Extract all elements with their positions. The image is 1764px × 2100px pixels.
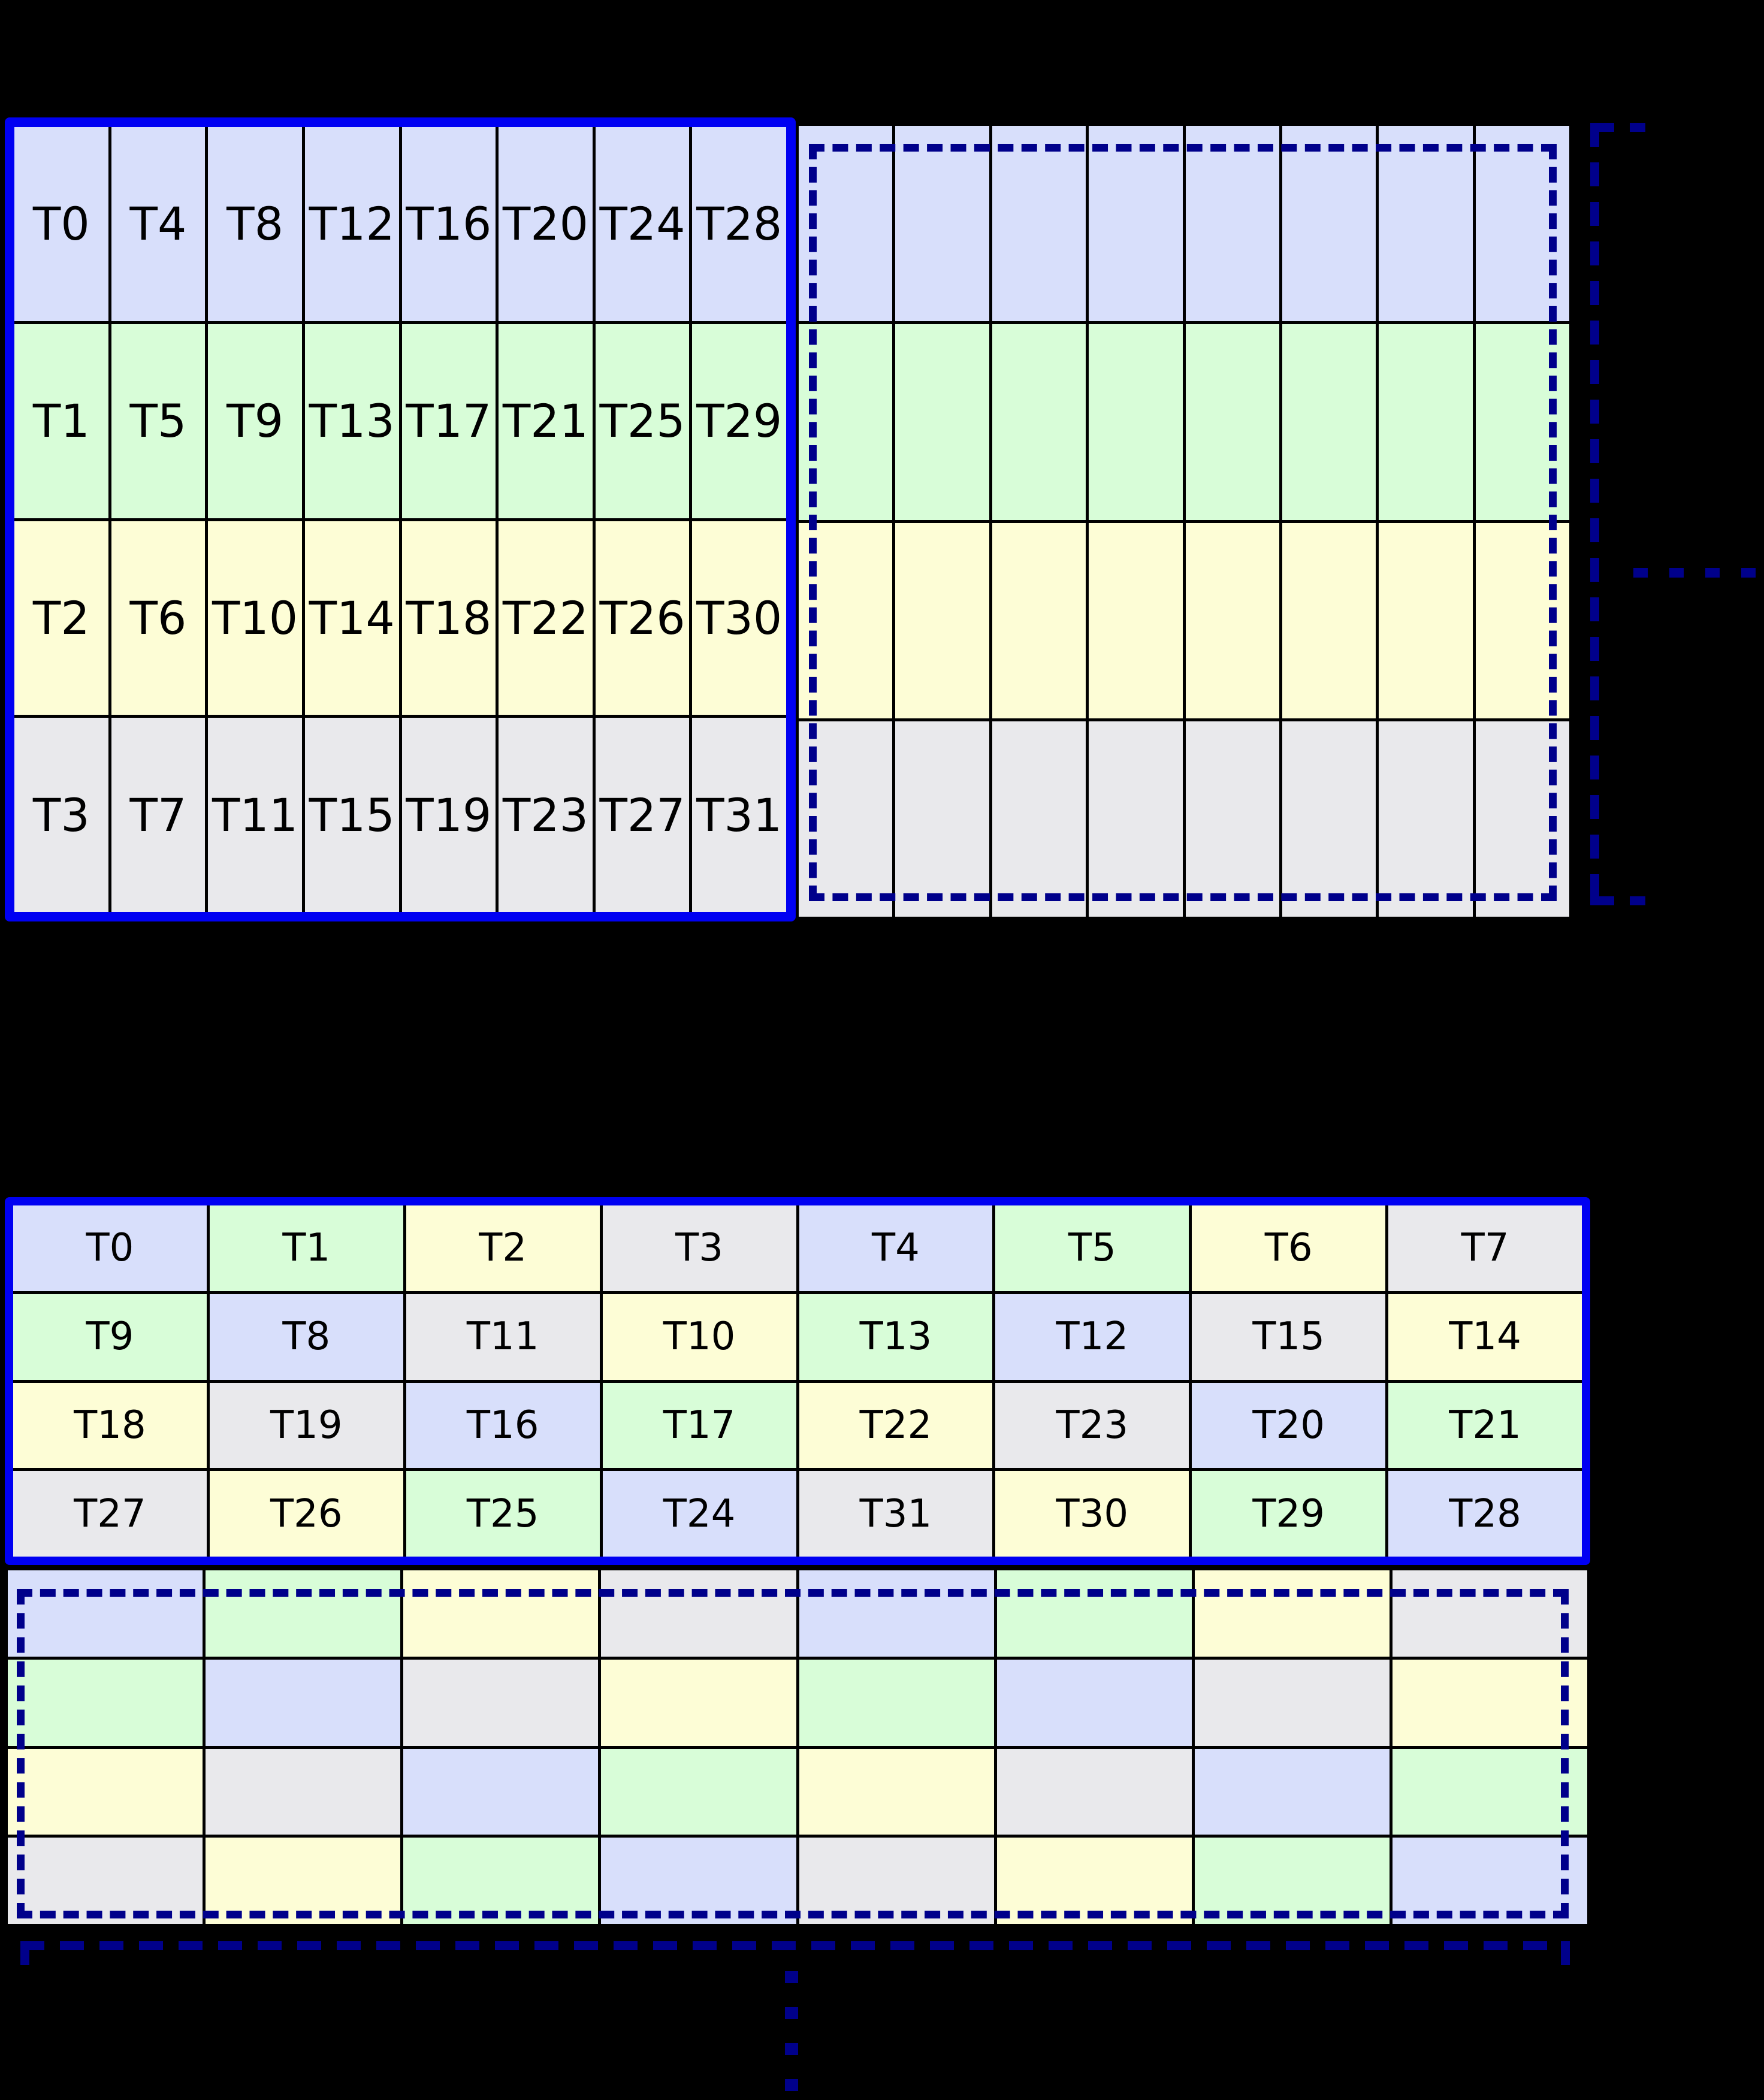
cell-label: T2 — [479, 1226, 527, 1271]
grid-cell-T14 — [1388, 1294, 1582, 1380]
cell-label: T15 — [1252, 1315, 1325, 1359]
cell-label: T28 — [696, 197, 783, 251]
cell-label: T12 — [309, 197, 395, 251]
grid-cell-T13 — [799, 1294, 993, 1380]
grid-cell-T4 — [111, 127, 206, 321]
grid-cell-T1 — [14, 324, 108, 518]
grid-cell-T10 — [603, 1294, 796, 1380]
cell-label: T24 — [599, 197, 685, 251]
grid-cell-T18 — [402, 521, 496, 715]
cell-label: T7 — [129, 788, 187, 842]
cell-label: T22 — [859, 1403, 932, 1448]
grid-cell-T15 — [305, 718, 399, 912]
cell-label: T14 — [309, 591, 395, 645]
grid-cell-T0 — [13, 1205, 207, 1291]
cell-label: T8 — [282, 1315, 331, 1359]
grid-cell-T25 — [406, 1471, 600, 1557]
grid-cell-T22 — [499, 521, 593, 715]
grid-cell-T25 — [596, 324, 690, 518]
grid-cell-T16 — [402, 127, 496, 321]
grid-cell-T19 — [210, 1383, 403, 1469]
cell-label: T0 — [32, 197, 90, 251]
cell-label: T21 — [502, 394, 588, 448]
grid-cell-T21 — [499, 324, 593, 518]
cell-label: T13 — [309, 394, 395, 448]
cell-label: T1 — [282, 1226, 331, 1271]
cell-label: T25 — [599, 394, 685, 448]
cell-label: T16 — [406, 197, 492, 251]
bottom-continuation-bracket-left-tick — [20, 1941, 29, 1981]
vertical-ellipsis-dots — [785, 1971, 798, 2098]
cell-label: T27 — [599, 788, 685, 842]
grid-cell-T20 — [1192, 1383, 1385, 1469]
grid-cell-T29 — [1192, 1471, 1385, 1557]
cell-label: T29 — [1252, 1491, 1325, 1536]
cell-label: T10 — [212, 591, 298, 645]
grid-cell-T10 — [208, 521, 302, 715]
grid-cell-T31 — [799, 1471, 993, 1557]
horizontal-ellipsis-dots — [1633, 568, 1764, 578]
cell-label: T23 — [502, 788, 588, 842]
grid-cell-T12 — [995, 1294, 1189, 1380]
cell-label: T25 — [466, 1491, 539, 1536]
grid-cell-T19 — [402, 718, 496, 912]
grid-cell-T1 — [210, 1205, 403, 1291]
cell-label: T26 — [270, 1491, 343, 1536]
cell-label: T14 — [1449, 1315, 1521, 1359]
cell-label: T30 — [696, 591, 783, 645]
grid-cell-T23 — [499, 718, 593, 912]
grid-cell-T9 — [13, 1294, 207, 1380]
bottom-repeat-dashed-outline — [17, 1589, 1569, 1918]
grid-cell-T12 — [305, 127, 399, 321]
cell-label: T10 — [663, 1315, 736, 1359]
bottom-continuation-bracket-right-tick — [1561, 1941, 1570, 1981]
cell-label: T16 — [466, 1403, 539, 1448]
cell-label: T23 — [1056, 1403, 1129, 1448]
right-continuation-bracket-top — [1590, 123, 1645, 132]
cell-label: T9 — [86, 1315, 134, 1359]
top-repeat-dashed-outline — [809, 144, 1557, 901]
grid-cell-T24 — [603, 1471, 796, 1557]
cell-label: T15 — [309, 788, 395, 842]
grid-cell-T30 — [692, 521, 786, 715]
right-continuation-bracket-vertical — [1590, 123, 1599, 905]
cell-label: T0 — [86, 1226, 134, 1271]
grid-cell-T28 — [692, 127, 786, 321]
bottom-swizzled-tile-grid — [5, 1197, 1590, 1565]
grid-cell-T6 — [1192, 1205, 1385, 1291]
grid-cell-T21 — [1388, 1383, 1582, 1469]
cell-label: T22 — [502, 591, 588, 645]
cell-label: T24 — [663, 1491, 736, 1536]
grid-cell-T5 — [995, 1205, 1189, 1291]
grid-cell-T3 — [603, 1205, 796, 1291]
cell-label: T11 — [466, 1315, 539, 1359]
cell-label: T20 — [1252, 1403, 1325, 1448]
grid-cell-T30 — [995, 1471, 1189, 1557]
cell-label: T2 — [32, 591, 90, 645]
grid-cell-T9 — [208, 324, 302, 518]
cell-label: T8 — [226, 197, 283, 251]
cell-label: T5 — [129, 394, 187, 448]
grid-cell-T6 — [111, 521, 206, 715]
grid-cell-T28 — [1388, 1471, 1582, 1557]
grid-cell-T11 — [208, 718, 302, 912]
grid-cell-T29 — [692, 324, 786, 518]
grid-cell-T2 — [406, 1205, 600, 1291]
cell-label: T6 — [129, 591, 187, 645]
cell-label: T5 — [1068, 1226, 1116, 1271]
top-warp-tile-grid — [5, 117, 796, 921]
grid-cell-T26 — [210, 1471, 403, 1557]
cell-label: T19 — [270, 1403, 343, 1448]
grid-cell-T31 — [692, 718, 786, 912]
cell-label: T3 — [32, 788, 90, 842]
cell-label: T3 — [675, 1226, 723, 1271]
cell-label: T20 — [502, 197, 588, 251]
grid-cell-T4 — [799, 1205, 993, 1291]
grid-cell-T0 — [14, 127, 108, 321]
grid-cell-T26 — [596, 521, 690, 715]
cell-label: T28 — [1449, 1491, 1521, 1536]
grid-cell-T18 — [13, 1383, 207, 1469]
cell-label: T18 — [406, 591, 492, 645]
cell-label: T18 — [74, 1403, 146, 1448]
cell-label: T19 — [406, 788, 492, 842]
cell-label: T29 — [696, 394, 783, 448]
grid-cell-T20 — [499, 127, 593, 321]
cell-label: T13 — [859, 1315, 932, 1359]
bottom-continuation-bracket-horizontal — [20, 1941, 1570, 1950]
cell-label: T17 — [406, 394, 492, 448]
grid-cell-T16 — [406, 1383, 600, 1469]
cell-label: T11 — [212, 788, 298, 842]
cell-label: T6 — [1264, 1226, 1313, 1271]
cell-label: T27 — [74, 1491, 146, 1536]
grid-cell-T3 — [14, 718, 108, 912]
grid-cell-T17 — [603, 1383, 796, 1469]
grid-cell-T8 — [208, 127, 302, 321]
grid-cell-T8 — [210, 1294, 403, 1380]
grid-cell-T22 — [799, 1383, 993, 1469]
cell-label: T9 — [226, 394, 283, 448]
grid-cell-T23 — [995, 1383, 1189, 1469]
grid-cell-T11 — [406, 1294, 600, 1380]
grid-cell-T15 — [1192, 1294, 1385, 1380]
grid-cell-T14 — [305, 521, 399, 715]
cell-label: T4 — [872, 1226, 920, 1271]
cell-label: T21 — [1449, 1403, 1521, 1448]
cell-label: T30 — [1056, 1491, 1129, 1536]
cell-label: T7 — [1461, 1226, 1509, 1271]
cell-label: T1 — [32, 394, 90, 448]
right-continuation-bracket-bottom — [1590, 896, 1645, 905]
grid-cell-T17 — [402, 324, 496, 518]
grid-cell-T13 — [305, 324, 399, 518]
grid-cell-T24 — [596, 127, 690, 321]
grid-cell-T2 — [14, 521, 108, 715]
cell-label: T4 — [129, 197, 187, 251]
cell-label: T31 — [859, 1491, 932, 1536]
cell-label: T26 — [599, 591, 685, 645]
grid-cell-T27 — [596, 718, 690, 912]
grid-cell-T5 — [111, 324, 206, 518]
cell-label: T12 — [1056, 1315, 1129, 1359]
grid-cell-T27 — [13, 1471, 207, 1557]
grid-cell-T7 — [1388, 1205, 1582, 1291]
grid-cell-T7 — [111, 718, 206, 912]
cell-label: T17 — [663, 1403, 736, 1448]
cell-label: T31 — [696, 788, 783, 842]
